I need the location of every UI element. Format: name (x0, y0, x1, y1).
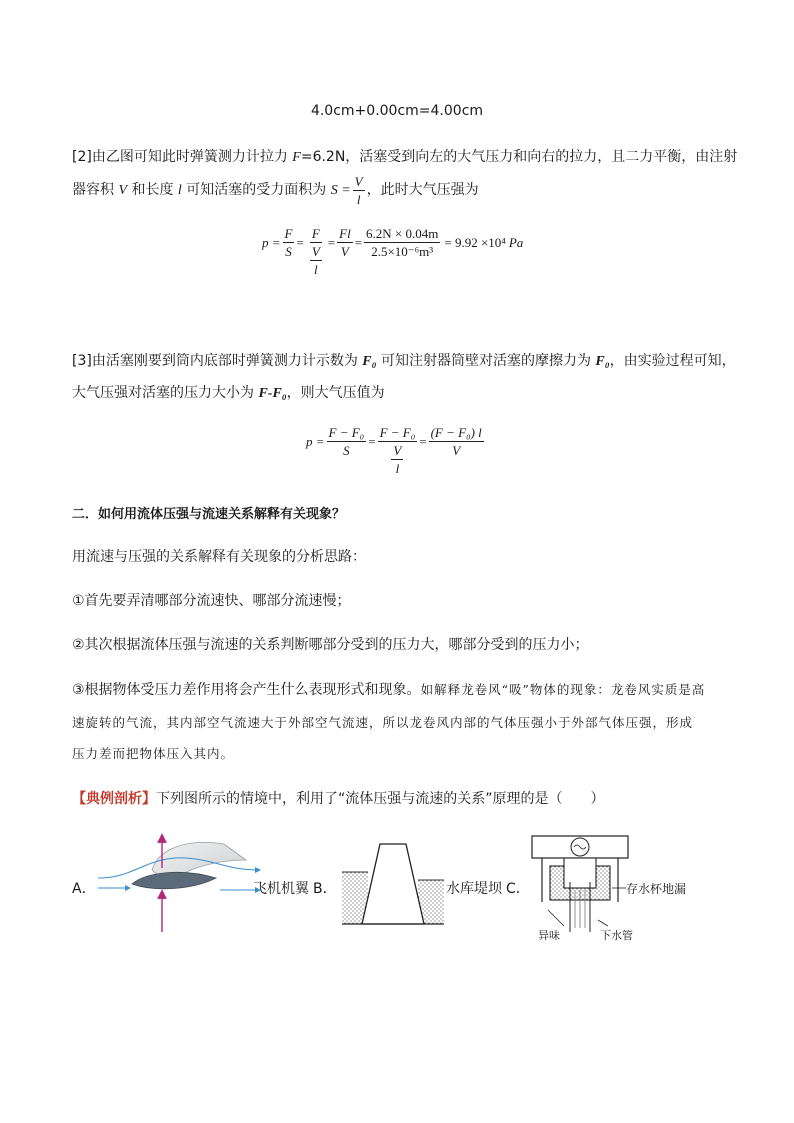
section-2-intro: 用流速与压强的关系解释有关现象的分析思路： (72, 549, 366, 565)
f1-eq3: = (354, 235, 363, 250)
step-3-text-b: 如解释龙卷风“吸”物体的现象：龙卷风实质是高 (420, 682, 706, 697)
option-b-caption: 水库堤坝 (446, 881, 502, 897)
reservoir-dam-figure (342, 840, 444, 928)
para-3-line1 (72, 351, 736, 372)
f1-eq1: = (296, 235, 304, 250)
f1-l: l (313, 262, 318, 277)
para-3-text-a: [3]由活塞刚要到筒内底部时弹簧测力计示数为 (72, 353, 363, 369)
f2-p: p = (306, 434, 325, 449)
option-a-caption: 飞机机翼 (253, 881, 309, 897)
var-F0: F₀ (362, 354, 377, 369)
area-eq-lhs: S = (330, 183, 351, 198)
para-3-text-e: ，则大气压值为 (286, 385, 385, 401)
var-F-minus-F0: F-F₀ (258, 386, 287, 401)
area-den: l (356, 191, 361, 207)
f2-frac-1 (327, 425, 367, 458)
option-b-label: B． (313, 881, 337, 897)
para-3-text-b: 可知注射器筒壁对活塞的摩擦力为 (376, 353, 596, 369)
airplane-wing-figure (96, 830, 264, 934)
option-c-pipe-label: 下水管 (600, 929, 633, 942)
step-3-line1 (72, 680, 705, 700)
example-question (72, 789, 605, 809)
f2-V2: V (452, 443, 461, 458)
f1-den: 2.5×10⁻⁶m³ (371, 244, 434, 259)
var-l: l (177, 183, 182, 198)
f2-num3: (F − F₀) l (430, 425, 482, 440)
f1-frac-numeric (364, 226, 440, 259)
step-1: ①首先要弄清哪部分流速快、哪部分流速慢； (72, 593, 351, 609)
f1-F2: F (311, 226, 320, 241)
para-2-line2 (72, 173, 479, 208)
para-2-text-b4: ，此时大气压强为 (366, 182, 479, 198)
f1-frac-FVl (306, 226, 326, 277)
step-3-line2: 速旋转的气流，其内部空气流速大于外部空气流速，所以龙卷风内部的气体压强小于外部气体压强，形成 (72, 715, 694, 730)
option-c-label: C． (506, 881, 530, 897)
floor-drain-figure (528, 832, 632, 942)
f1-Fl: Fl (339, 226, 351, 241)
f2-frac-3 (429, 425, 484, 458)
para-2-text-b2: 和长度 (127, 182, 178, 198)
f2-l: l (395, 461, 400, 476)
para-3-text-c: ，由实验过程可知， (609, 353, 736, 369)
f2-num1: F − F₀ (328, 425, 365, 440)
var-F: F (292, 150, 301, 165)
example-text: 下列图所示的情境中，利用了“流体压强与流速的关系”原理的是（ ） (156, 791, 605, 807)
para-2-text-b1: 器容积 (72, 182, 119, 198)
f1-frac-FlV (337, 226, 353, 259)
step-2: ②其次根据流体压强与流速的关系判断哪部分受到的压力大，哪部分受到的压力小； (72, 637, 589, 653)
f1-eq2: = (327, 235, 336, 250)
f1-V2: V (340, 244, 349, 259)
pressure-formula-2 (306, 425, 486, 483)
area-num: V (354, 173, 363, 189)
f1-F: F (284, 226, 293, 241)
area-fraction (353, 174, 365, 207)
f2-num2: F − F₀ (379, 425, 416, 440)
f2-S: S (343, 443, 350, 458)
section-2-heading: 二．如何用流体压强与流速关系解释有关现象？ (72, 507, 346, 522)
f1-S: S (285, 244, 292, 259)
pressure-formula-1 (262, 226, 523, 286)
f1-result: = 9.92 ×10⁴ (444, 235, 506, 250)
option-c-cup-label: 存水杯地漏 (626, 882, 687, 896)
f2-eq2: = (419, 434, 427, 449)
dam-body (362, 844, 424, 924)
wing-cross-section (132, 872, 216, 888)
var-F0-2: F₀ (595, 354, 610, 369)
f2-V: V (393, 443, 402, 458)
f1-p: p = (262, 235, 281, 250)
f1-num: 6.2N × 0.04m (366, 226, 439, 241)
para-2-text-b3: 可知活塞的受力面积为 (181, 182, 331, 198)
para-3-text-d: 大气压强对活塞的压力大小为 (72, 385, 259, 401)
var-V: V (118, 183, 128, 198)
inner-cup (564, 858, 596, 888)
f1-unit: Pa (508, 235, 524, 250)
para-2-line1 (72, 147, 737, 168)
f1-Vl (306, 243, 326, 277)
f1-frac-FS (283, 226, 295, 259)
para-2-text-fval: =6.2N，活塞受到向左的大气压力和向右的拉力，且二力平衡，由注射 (300, 149, 738, 165)
step-3-line3: 压力差而把物体压入其内。 (72, 746, 235, 761)
f1-V: V (311, 244, 320, 259)
option-a-label: A． (72, 881, 96, 897)
option-c-smell-label: 异味 (538, 929, 560, 942)
f2-frac-2 (378, 425, 418, 476)
length-result: 4.0cm+0.00cm=4.00cm (310, 103, 484, 119)
f2-eq1: = (368, 434, 376, 449)
example-tag: 【典例剖析】 (72, 791, 156, 807)
para-2-text-a: [2]由乙图可知此时弹簧测力计拉力 (72, 149, 293, 165)
step-3-text-a: ③根据物体受压力差作用将会产生什么表现形式和现象。 (72, 682, 421, 698)
para-3-line2 (72, 383, 385, 404)
